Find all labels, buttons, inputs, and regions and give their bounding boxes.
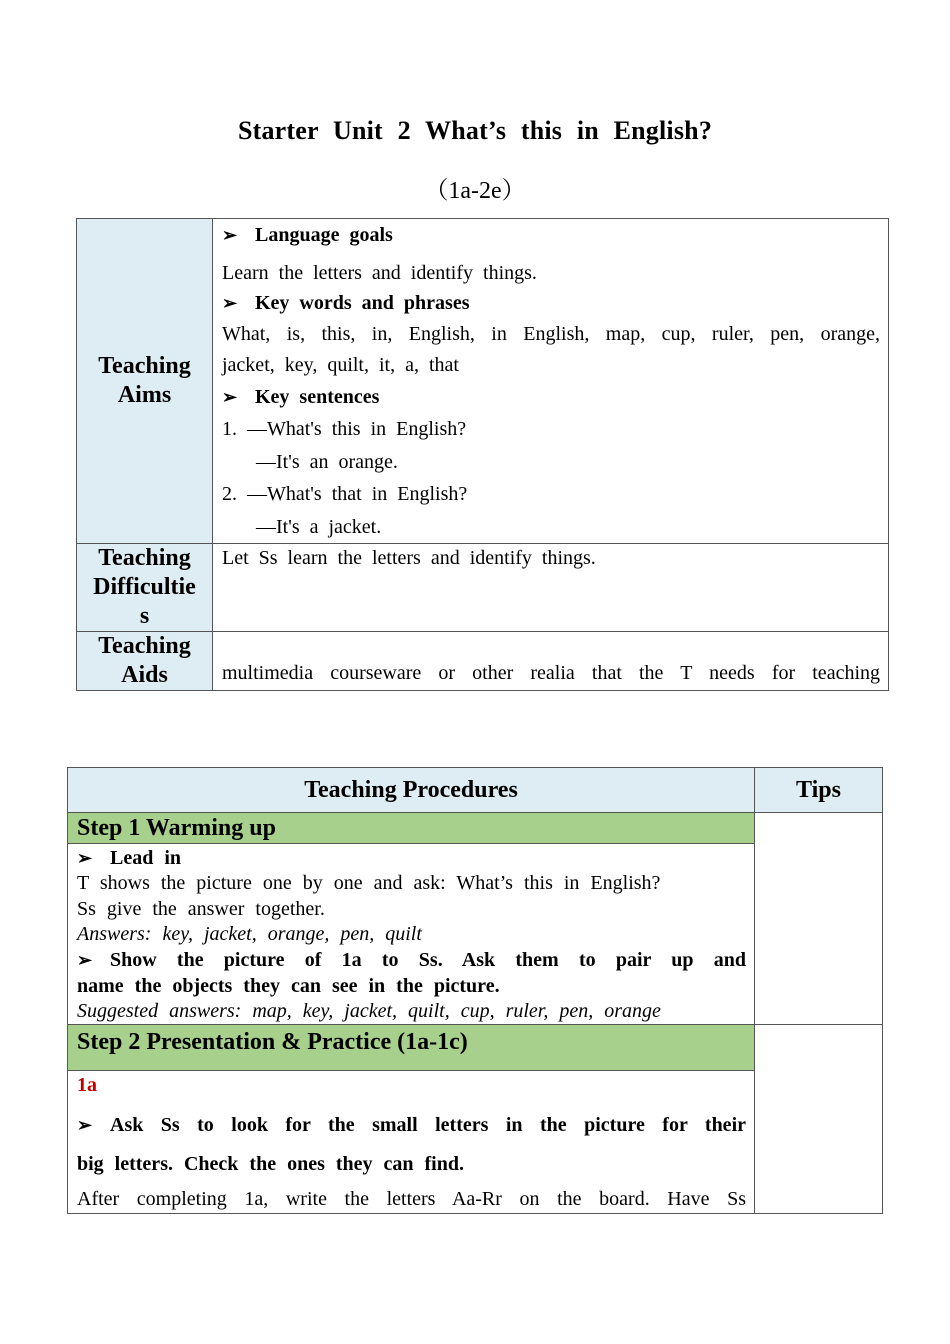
key-words-heading: ➢ Key words and phrases [222, 288, 880, 319]
teaching-aids-text: multimedia courseware or other realia that the T needs for teaching [222, 662, 880, 684]
key-sentence: 1. —What's this in English? [222, 418, 467, 440]
step2-label: 1a [77, 1074, 97, 1096]
step1-text: T shows the picture one by one and ask: What’s this in English? [77, 872, 661, 894]
teaching-aids-header: Teaching Aids [77, 632, 213, 691]
key-sentence: 2. —What's that in English? [222, 483, 468, 505]
language-goals-heading: ➢ Language goals [222, 220, 880, 250]
step2-text: After completing 1a, write the letters Aa-Rr on the board. Have Ss [77, 1188, 746, 1210]
step1-task: ➢ Show the picture of 1a to Ss. Ask them to pair up and [77, 947, 746, 973]
arrow-bullet-icon: ➢ [222, 293, 238, 313]
arrow-bullet-icon: ➢ [77, 950, 93, 970]
teaching-aims-table [76, 218, 889, 691]
step2-task: big letters. Check the ones they can find. [77, 1153, 464, 1175]
step2-content [68, 1071, 755, 1214]
teaching-aims-content [213, 219, 889, 544]
step1-title: Step 1 Warming up [68, 813, 755, 844]
document-subtitle: （1a-2e） [424, 178, 526, 204]
teaching-aids-content [213, 632, 889, 691]
teaching-difficulties-header: Teaching Difficultie s [77, 544, 213, 632]
teaching-aims-header: Teaching Aims [77, 219, 213, 544]
procedures-column-header: Teaching Procedures [68, 768, 755, 813]
step1-content [68, 844, 755, 1025]
tips-column-header: Tips [755, 768, 883, 813]
teaching-difficulties-content [213, 544, 889, 632]
lead-in-heading: ➢ Lead in [77, 844, 746, 870]
step2-tips-cell [755, 1025, 883, 1214]
step1-task: name the objects they can see in the picture. [77, 975, 500, 997]
key-words-line: What, is, this, in, English, in English, map, cup, ruler, pen, orange, [222, 323, 880, 345]
key-words-line: jacket, key, quilt, it, a, that [222, 354, 459, 376]
key-sentences-heading: ➢ Key sentences [222, 381, 880, 413]
step2-title: Step 2 Presentation & Practice (1a-1c) [68, 1025, 755, 1071]
key-sentence: —It's an orange. [256, 451, 398, 473]
key-sentence: —It's a jacket. [256, 516, 382, 538]
step2-task: ➢ Ask Ss to look for the small letters in the picture for their [77, 1107, 746, 1145]
arrow-bullet-icon: ➢ [222, 387, 238, 407]
step1-tips-cell [755, 813, 883, 1025]
step1-text: Ss give the answer together. [77, 898, 325, 920]
teaching-difficulties-text: Let Ss learn the letters and identify things. [222, 547, 596, 569]
step1-suggested-answers: Suggested answers: map, key, jacket, quilt, cup, ruler, pen, orange [77, 1000, 661, 1022]
arrow-bullet-icon: ➢ [77, 848, 93, 868]
arrow-bullet-icon: ➢ [77, 1115, 93, 1135]
teaching-procedures-table [67, 767, 883, 1214]
arrow-bullet-icon: ➢ [222, 225, 238, 245]
language-goals-text: Learn the letters and identify things. [222, 262, 537, 284]
step1-answers: Answers: key, jacket, orange, pen, quilt [77, 923, 422, 945]
document-title: Starter Unit 2 What’s this in English? [237, 116, 713, 145]
